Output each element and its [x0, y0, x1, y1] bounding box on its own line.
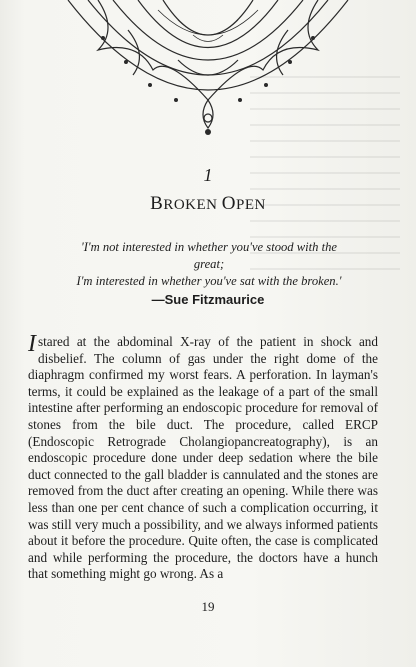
- epigraph-quote: [74, 239, 344, 290]
- drop-cap: I: [28, 331, 36, 357]
- body-text: stared at the abdominal X-ray of the patient in shock and disbelief. The column of gas under the right dome of the diaphragm confirmed my worst fears. A perforation. In layman's terms, it could be explained as the leakage of a part of the small intestine after performing an endoscopic procedure for removal of stones from the bile duct. The procedure, called ERCP (Endoscopic Retrograde Cholangiopancreatography), is an endoscopic procedure done under deep sedation where the bile duct connected to the gall bladder is cannulated and the stones are removed from the duct after creating an opening. While there was less than one per cent chance of such a complication occurring, it was still very much a possibility, and we always informed patients about it before the procedure. Quite often, the case is complicated and while performing the procedure, the doctors have a hunch that something might go wrong. As a: [28, 334, 378, 582]
- epigraph-line-2: I'm interested in whether you've sat with the broken.': [76, 274, 342, 288]
- chapter-number: 1: [203, 165, 213, 185]
- epigraph-line-1: 'I'm not interested in whether you've stood with the great;: [81, 240, 337, 271]
- chapter-title: BROKEN OPEN: [150, 193, 266, 214]
- body-paragraph: [28, 331, 378, 583]
- epigraph-attribution: —Sue Fitzmaurice: [151, 292, 265, 307]
- page-number: 19: [201, 599, 215, 614]
